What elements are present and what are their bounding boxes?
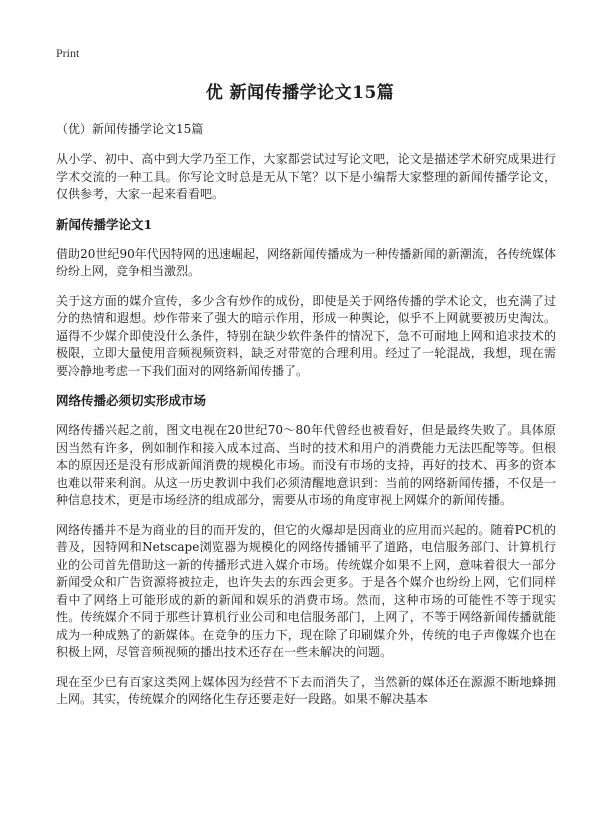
print-link[interactable]: Print bbox=[56, 46, 80, 60]
paragraph: 借助20世纪90年代因特网的迅速崛起，网络新闻传播成为一种传播新闻的新潮流，各传统媒体纷纷上网，竞争相当激烈。 bbox=[56, 246, 556, 278]
paragraph: 现在至少已有百家这类网上媒体因为经营不下去而消失了，当然新的媒体还在源源不断地蜂拥上网。其实，传统媒介的网络化生存还要走好一段路。如果不解决基本 bbox=[56, 674, 556, 706]
document-subtitle: （优）新闻传播学论文15篇 bbox=[56, 122, 204, 136]
paragraph: 关于这方面的媒介宣传，多少含有炒作的成份，即使是关于网络传播的学术论文，也充满了过分的热情和遐想。炒作带来了强大的暗示作用，形成一种舆论，似乎不上网就要被历史淘汰。逼得不少媒介即使没什么条件，特别在缺少软件条件的情况下，急不可耐地上网和追求技术的极限，立即大量使用音频视频资料，缺乏对带宽的合理利用。经过了一轮混战，我想，现在需要冷静地考虑一下我们面对的网络新闻传播了。 bbox=[56, 293, 556, 378]
paragraph: 网络传播兴起之前，图文电视在20世纪70～80年代曾经也被看好，但是最终失败了。具体原因当然有许多，例如制作和接入成本过高、当时的技术和用户的消费能力无法匹配等等。但根本的原因还是没有形成新闻消费的规模化市场。而没有市场的支持，再好的技术、再多的资本也难以带来利润。从这一历史教训中我们必须清醒地意识到：当前的网络新闻传播，不仅是一种信息技术，更是市场经济的组成部分，需要从市场的角度审视上网媒介的新闻传播。 bbox=[56, 423, 556, 507]
document-body bbox=[56, 121, 556, 721]
section-heading-2: 网络传播必须切实形成市场 bbox=[56, 393, 207, 408]
paragraph: 网络传播并不是为商业的目的而开发的，但它的火爆却是因商业的应用而兴起的。随着PC机的普及，因特网和Netscape浏览器为规模化的网络传播铺平了道路，电信服务部门、计算机行业的公司首先借助这一新的传播形式进入媒介市场。传统媒介如果不上网，意味着很大一部分新闻受众和广告资源将被拉走，也许失去的东西会更多。于是各个媒介也纷纷上网，它们同样看中了网络上可能形成的新的新闻和娱乐的消费市场。然而，这种市场的可能性不等于现实性。传统媒介不同于那些计算机行业公司和电信服务部门，上网了，不等于网络新闻传播就能成为一种成熟了的新媒体。在竞争的压力下，现在除了印刷媒介外，传统的电子声像媒介也在积极上网，尽管音频视频的播出技术还存在一些未解决的问题。 bbox=[56, 522, 556, 659]
intro-paragraph: 从小学、初中、高中到大学乃至工作，大家都尝试过写论文吧，论文是描述学术研究成果进行学术交流的一种工具。你写论文时总是无从下笔？以下是小编帮大家整理的新闻传播学论文，仅供参考，大家一起来看看吧。 bbox=[56, 152, 556, 201]
page-title: 优 新闻传播学论文15篇 bbox=[205, 83, 395, 103]
section-heading-1: 新闻传播学论文1 bbox=[56, 216, 153, 232]
